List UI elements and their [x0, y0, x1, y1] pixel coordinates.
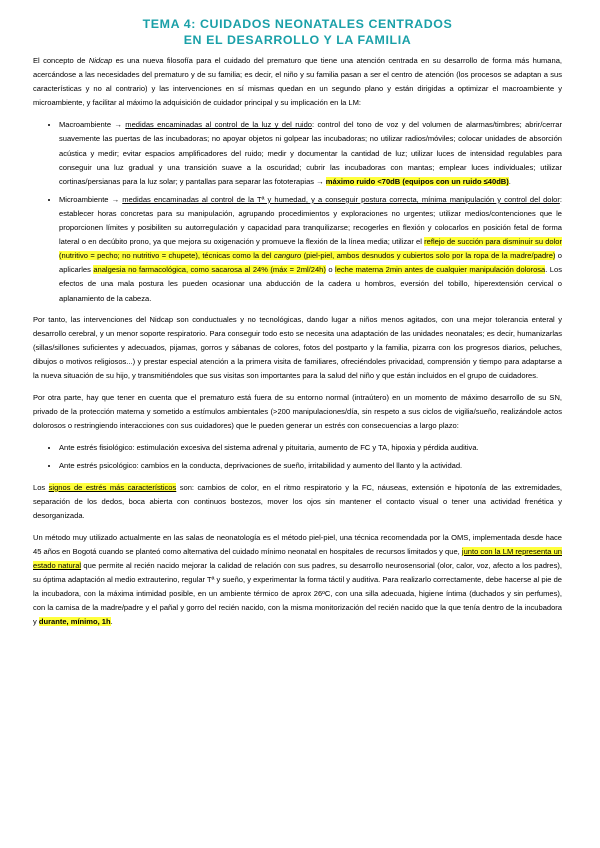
page-title [33, 16, 562, 48]
paragraph-prematuro-stress: Por otra parte, hay que tener en cuenta que el prematuro está fuera de su entorno normal (intraútero) en un momento de máximo desarrollo de su SN, privado de la protección materna y sometido a estímulos ambientales (>200 manipulaciones/día, sin respeto a sus ciclos de vigilia/sueño, realizándole actos dolorosos o restringiendo interacciones con sus cuidadores) que le pueden generar un estrés con consecuencias a largo plazo: [33, 393, 562, 431]
list-item-stress-psychological: • Ante estrés psicológico: cambios en la conducta, deprivaciones de sueño, irritabilidad y aumento del llanto y la actividad. [59, 459, 562, 473]
intro-paragraph: El concepto de Nidcap es una nueva filosofía para el cuidado del prematuro que tiene una atención centrada en su desarrollo de forma más humana, acercándose a las necesidades del prematuro y de su familia; es decir, el niño y su familia pasan a ser el centro de atención (los procesos se adaptan a sus características y no al contrario) y las intervenciones en sí mismas quedan en un segundo plano y están dirigidas a optimizar el macroambiente y microambiente, y facilitar al máximo la adquisición de cuidador principal y su implicación en la LM: [33, 56, 562, 108]
highlight-leche: leche materna 2min antes de cualquier manipulación dolorosa [335, 265, 546, 275]
highlight-succion: reflejo de succión para disminuir su dolor (nutritivo = pecho; no nutritivo = chupete), técnicas como la del [59, 237, 563, 261]
highlight-stress-signs: signos de estrés más característicos [48, 482, 177, 492]
list-item-stress-physiological: • Ante estrés fisiológico: estimulación excesiva del sistema adrenal y pituitaria, aumento de FC y TA, hipoxia y pérdida auditiva. [59, 441, 562, 455]
list-item-microambiente: • Microambiente → medidas encaminadas al control de la Tª y humedad, y a conseguir postura correcta, mínima manipulación y control del dolor: establecer horas concretas para su manipulación, agrupando procedimientos y exploraciones no urgentes; utilizar medios/contenciones que le proporcionen límites y posibiliten su autorregulación y capacidad para tranquilizarse; recogerles en flexión y colocarlos en posición fetal de forma lateral o en decúbito prono, ya que mejora su oxigenación y promueve la flexión de la línea media; utilizar el reflejo de succión para disminuir su dolor (nutritivo = pecho; no nutritivo = chupete), técnicas como la del canguro (piel-piel, ambos desnudos y cubiertos solo por la ropa de la madre/padre) o aplicarles analgesia no farmacológica, como sacarosa al 24% (máx = 2ml/24h) o leche materna 2min antes de cualquier manipulación dolorosa. Los efectos de una mala postura les pueden ocasionar una abducción de la cadera u hombros, eversión del tobillo, hiperextensión cervical o aplanamiento de la cabeza. [59, 193, 562, 306]
environment-list [33, 118, 562, 305]
highlight-analgesia: analgesia no farmacológica, como sacarosa al 24% (máx = 2ml/24h) [93, 265, 326, 275]
highlight-lm: junto con la LM representa un estado natural [33, 546, 562, 570]
title-line-2: EN EL DESARROLLO Y LA FAMILIA [183, 33, 412, 47]
highlight-noise: máximo ruido <70dB (equipos con un ruido ≤40dB) [325, 176, 509, 186]
list-item-macroambiente: • Macroambiente → medidas encaminadas al control de la luz y del ruido: control del tono de voz y del volumen de alarmas/timbres; abrir/cerrar suavemente las puertas de las incubadoras; no apoyar objetos ni golpear las incubadoras; no utilizar radios/móviles; colocar unidades de absorción acústica y medir; evitar espacios amplificadores del ruido; medir y documentar la cantidad de luz; utilizar luces de intensidad regulables para conseguir una luz gradual y una transición suave a la oscuridad; cubrir las incubadoras con mantas; emplear luces individuales; utilizar cortinas/persianas para la luz solar; y pantallas para separar las fototerapias → máximo ruido <70dB (equipos con un ruido ≤40dB). [59, 118, 562, 188]
stress-list [33, 441, 562, 473]
nidcap-term: Nidcap [88, 56, 113, 65]
paragraph-piel-piel: Un método muy utilizado actualmente en las salas de neonatología es el método piel-piel, una técnica recomendada por la OMS, implementada desde hace 45 años en Bogotá cuando se planteó como alternativa del cuidado mínimo neonatal en hospitales de recursos limitados y que, junto con la LM representa un estado natural que permite al recién nacido mejorar la calidad de relación con sus padres, su desarrollo neurosensorial (olor, calor, voz, afecto a los padres), su óptima adaptación al medio extrauterino, regular Tª y sueño, y experimentar la forma táctil y auditiva. Para realizarlo correctamente, debe hacerse al pie de la incubadora, con la máxima intimidad posible, en un ambiente térmico de aprox 26ºC, con una silla adecuada, higiene íntima (duchados y sin perfumes), con la camisa de la madre/padre y el pañal y gorro del recién nacido, con la misma monitorización del recién nacido que la que tenía dentro de la incubadora y durante, mínimo, 1h. [33, 532, 562, 627]
paragraph-nidcap-interventions: Por tanto, las intervenciones del Nidcap son conductuales y no tecnológicas, dando lugar a niños menos agitados, con una mejor tolerancia enteral y desarrollo cerebral, y un menor soporte respiratorio. Para conseguir todo esto se necesita una adaptación de las unidades neonatales; es decir, humanizarlas (sillas/sillones suficientes y adecuados, pijamas, gorros y sábanas de colores, fotos del postparto y la familia, pizarra con los progresos diarios, peluches, dibujos o motivos religiosos...) y prestar especial atención a la primera visita de familiares, ofreciéndoles privacidad, comprensión y tiempo para adaptarse a la nueva situación de su hijo, y transmitiéndoles que sus visitas son importantes para la salud del niño y que están incluidos en el grupo de cuidadores. [33, 314, 562, 380]
title-line-1: TEMA 4: CUIDADOS NEONATALES CENTRADOS [142, 17, 453, 31]
paragraph-stress-signs: Los signos de estrés más característicos son: cambios de color, en el ritmo respiratorio y la FC, náuseas, extensión e hipotonía de las extremidades, separación de los dedos, boca abierta con continuos bostezos, mover los ojos sin mantener el contacto visual o tener una actividad frenética y desorganizada. [33, 482, 562, 520]
highlight-duration: durante, mínimo, 1h [38, 617, 111, 627]
